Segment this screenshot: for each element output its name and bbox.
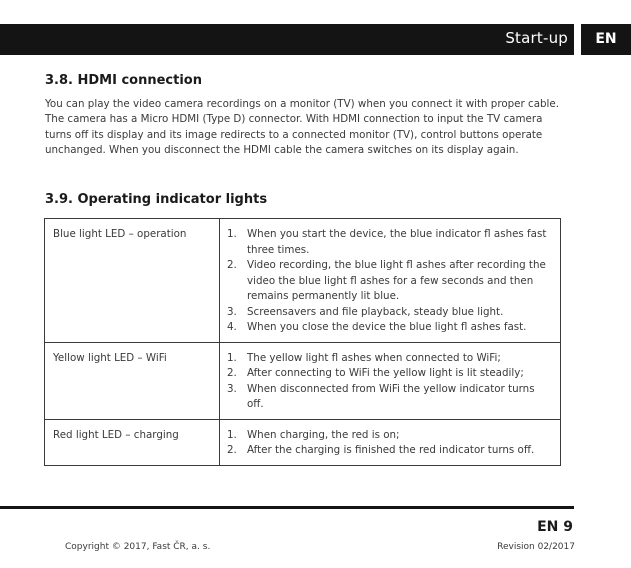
language-badge: EN xyxy=(581,24,631,55)
item-number: 3. xyxy=(227,305,237,318)
section-title: Start-up xyxy=(505,29,568,47)
item-text: Screensavers and file playback, steady blue light. xyxy=(247,305,504,318)
item-number: 3. xyxy=(227,382,237,395)
list-item xyxy=(227,258,554,305)
indicator-list xyxy=(227,227,554,336)
item-number: 2. xyxy=(227,259,237,271)
item-text: After the charging is finished the red indicator turns off. xyxy=(247,444,535,456)
item-number: 1. xyxy=(227,228,237,240)
item-number: 2. xyxy=(227,444,237,456)
footer-divider xyxy=(0,506,574,509)
item-text: The yellow light fl ashes when connected to WiFi; xyxy=(247,351,501,364)
indicator-list xyxy=(227,428,554,459)
copyright-text: Copyright © 2017, Fast ČR, a. s. xyxy=(65,542,211,552)
indicator-heading: 3.9. Operating indicator lights xyxy=(45,192,268,207)
list-item xyxy=(227,320,554,336)
list-item xyxy=(227,305,554,321)
table-row xyxy=(45,419,561,465)
indicator-list xyxy=(227,351,554,413)
item-number: 4. xyxy=(227,321,237,333)
indicator-table xyxy=(44,218,561,466)
item-text: When you start the device, the blue indicator fl ashes fast three times. xyxy=(247,228,547,256)
item-text: After connecting to WiFi the yellow light is lit steadily; xyxy=(247,367,524,379)
header-bar xyxy=(0,24,574,55)
list-item xyxy=(227,366,554,382)
item-text: Video recording, the blue light fl ashes after recording the video the blue light fl ashes for a few seconds and then remains permanently lit blue. xyxy=(247,259,546,302)
list-item xyxy=(227,351,554,367)
row-label: Yellow light LED – WiFi xyxy=(45,342,220,419)
list-item xyxy=(227,428,554,444)
table-row xyxy=(45,219,561,343)
page-number: EN 9 xyxy=(537,519,573,535)
table-row xyxy=(45,342,561,419)
item-text: When disconnected from WiFi the yellow indicator turns off. xyxy=(247,382,535,410)
list-item xyxy=(227,227,554,258)
item-text: When charging, the red is on; xyxy=(247,428,400,441)
hdmi-paragraph: You can play the video camera recordings on a monitor (TV) when you connect it with proper cable. The camera has a Micro HDMI (Type D) connector. With HDMI connection to input the TV camera turns off its display and its image redirects to a connected monitor (TV), control buttons operate unchanged. When you disconnect the HDMI cable the camera switches on its display again. xyxy=(45,98,560,157)
row-label: Red light LED – charging xyxy=(45,419,220,465)
item-number: 1. xyxy=(227,428,237,441)
item-number: 2. xyxy=(227,367,237,379)
revision-text: Revision 02/2017 xyxy=(497,542,575,552)
row-label: Blue light LED – operation xyxy=(45,219,220,343)
item-number: 1. xyxy=(227,351,237,364)
item-text: When you close the device the blue light fl ashes fast. xyxy=(247,321,527,333)
list-item xyxy=(227,443,554,459)
list-item xyxy=(227,382,554,413)
hdmi-heading: 3.8. HDMI connection xyxy=(45,73,202,88)
